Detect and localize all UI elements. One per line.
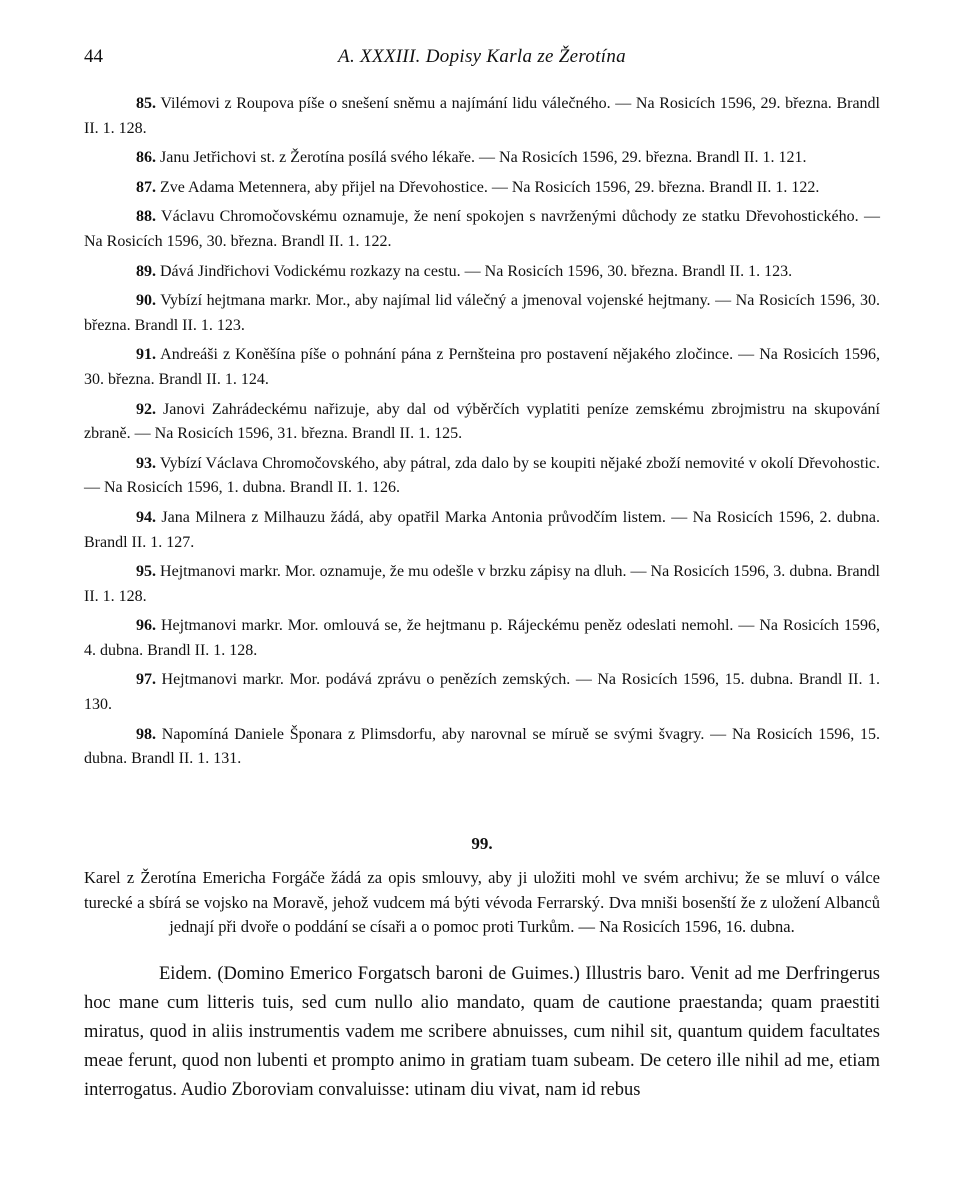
entry-96 (84, 614, 880, 663)
entry-text: Janovi Zahrádeckému nařizuje, aby dal od výběrčích vyplatiti peníze zemskému zbrojmistru na skupování zbraně. — Na Rosicích 1596, 31. března. Brandl II. 1. 125. (84, 400, 880, 443)
entry-number: 88. (136, 208, 156, 226)
entry-text: Vybízí hejtmana markr. Mor., aby najímal lid válečný a jmenoval vojenské hejtmany. — Na Rosicích 1596, 30. března. Brandl II. 1. 123. (84, 292, 880, 334)
entry-number: 97. (136, 671, 156, 689)
letter-body: Eidem. (Domino Emerico Forgatsch baroni de Guimes.) Illustris baro. Venit ad me Derfringerus hoc mane cum litteris tuis, sed cum nullo alio mandato, quam de cautione praestanda; quam praestiti miratus, quod in aliis instrumentis vadem me scribere abnuisses, cum nihil sit, quantum quidem facultates meae ferunt, quod non lubenti et prompto animo in gratiam tuam subeam. De cetero ille nihil ad me, etiam interrogatus. Audio Zboroviam convaluisse: utinam diu vivat, nam id rebus (84, 964, 880, 1100)
entry-number: 92. (136, 400, 156, 418)
entry-94 (84, 506, 880, 555)
entry-number: 96. (136, 617, 156, 635)
entry-number: 95. (136, 563, 156, 581)
entry-86 (84, 146, 880, 171)
entry-88 (84, 205, 880, 254)
entry-number: 90. (136, 292, 156, 310)
entry-text: Andreáši z Koněšína píše o pohnání pána z Pernšteina pro postavení nějakého zločince. — Na Rosicích 1596, 30. března. Brandl II. 1. 124. (84, 346, 880, 388)
entry-text: Vybízí Václava Chromočovského, aby pátral, zda dalo by se koupiti nějaké zboží nemovité v okolí Dřevohostic. — Na Rosicích 1596, 1. dubna. Brandl II. 1. 126. (84, 454, 880, 497)
entry-number: 93. (136, 454, 156, 472)
entry-95 (84, 560, 880, 609)
entry-87 (84, 176, 880, 201)
entry-number: 98. (136, 725, 156, 743)
entry-89 (84, 260, 880, 285)
entry-number: 85. (136, 95, 156, 112)
page-number: 44 (84, 46, 103, 67)
entry-90 (84, 289, 880, 338)
entry-97 (84, 668, 880, 717)
entry-number: 86. (136, 149, 156, 167)
page-header (84, 46, 880, 76)
entry-text: Zve Adama Metennera, aby přijel na Dřevohostice. — Na Rosicích 1596, 29. března. Brandl II. 1. 122. (156, 178, 820, 196)
letter-entries (84, 92, 880, 777)
entry-85 (84, 92, 880, 141)
entry-number: 94. (136, 508, 156, 526)
entry-text: Václavu Chromočovskému oznamuje, že není spokojen s navrženými důchody ze statku Dřevohostického. — Na Rosicích 1596, 30. března. Brandl II. 1. 122. (84, 208, 880, 250)
entry-91 (84, 343, 880, 392)
entry-text: Hejtmanovi markr. Mor. omlouvá se, že hejtmanu p. Rájeckému peněz odeslati nemohl. — Na Rosicích 1596, 4. dubna. Brandl II. 1. 128. (84, 617, 880, 659)
entry-93 (84, 452, 880, 501)
entry-text: Vilémovi z Roupova píše o snešení sněmu a najímání lidu válečného. — Na Rosicích 1596, 29. března. Brandl II. 1. 128. (84, 95, 880, 137)
entry-92 (84, 398, 880, 447)
section-number: 99. (471, 834, 493, 853)
entry-text: Dává Jindřichovi Vodickému rozkazy na cestu. — Na Rosicích 1596, 30. března. Brandl II. 1. 123. (156, 262, 793, 280)
section-summary: Karel z Žerotína Emericha Forgáče žádá za opis smlouvy, aby ji uložiti mohl ve svém archivu; že se mluví o válce turecké a sbírá se vojsko na Moravě, jehož vudcem má býti vévoda Ferrarský. Dva mniši bosenští že z uložení Albanců jednají při dvoře o poddání se císaři a o pomoc proti Turkům. — Na Rosicích 1596, 16. dubna. (84, 868, 880, 936)
entry-number: 91. (136, 346, 156, 364)
entry-text: Napomíná Daniele Šponara z Plimsdorfu, aby narovnal se míruě se svými švagry. — Na Rosicích 1596, 15. dubna. Brandl II. 1. 131. (84, 725, 880, 768)
entry-number: 87. (136, 178, 156, 196)
entry-number: 89. (136, 262, 156, 280)
entry-text: Jana Milnera z Milhauzu žádá, aby opatřil Marka Antonia průvodčím listem. — Na Rosicích 1596, 2. dubna. Brandl II. 1. 127. (84, 508, 880, 551)
entry-text: Janu Jetřichovi st. z Žerotína posílá svého lékaře. — Na Rosicích 1596, 29. března. Brandl II. 1. 121. (156, 149, 807, 167)
running-title: A. XXXIII. Dopisy Karla ze Žerotína (338, 46, 626, 67)
entry-98 (84, 723, 880, 772)
entry-text: Hejtmanovi markr. Mor. podává zprávu o penězích zemských. — Na Rosicích 1596, 15. dubna. Brandl II. 1. 130. (84, 671, 880, 714)
entry-text: Hejtmanovi markr. Mor. oznamuje, že mu odešle v brzku zápisy na dluh. — Na Rosicích 1596, 3. dubna. Brandl II. 1. 128. (84, 563, 880, 605)
